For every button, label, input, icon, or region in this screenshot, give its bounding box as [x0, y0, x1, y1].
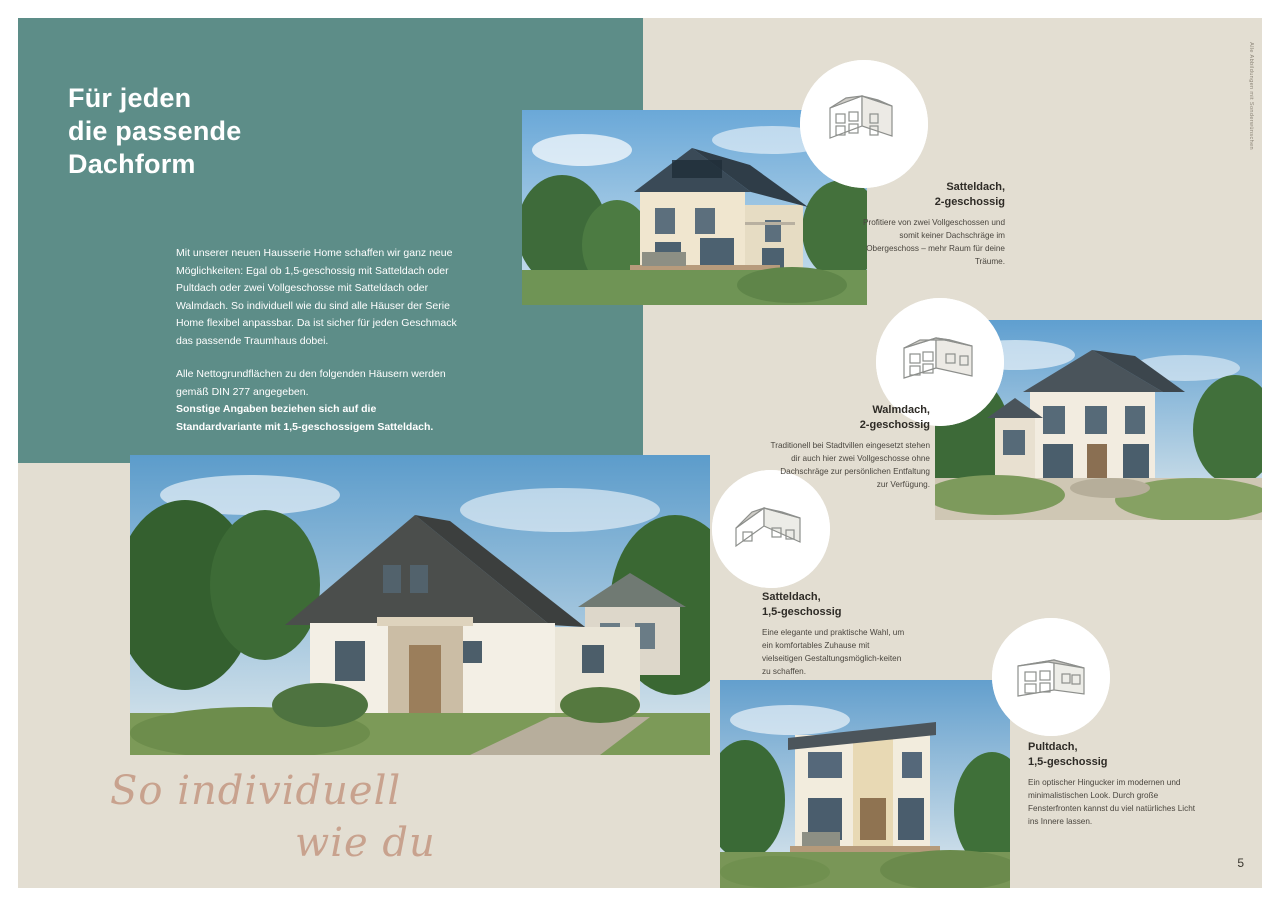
mono-pitch-roof-icon — [992, 618, 1110, 736]
variant-title — [770, 403, 930, 433]
variant-caption-satteldach-2 — [860, 180, 1005, 268]
gable-roof-2-storey-icon — [800, 60, 928, 188]
variant-title — [762, 590, 912, 620]
intro-text — [176, 245, 461, 436]
house-photo-mono-pitch — [720, 680, 1010, 888]
variant-caption-satteldach-1-5 — [762, 590, 912, 678]
variant-title-line-2: 1,5-geschossig — [762, 606, 842, 618]
variant-body: Eine elegante und praktische Wahl, um ein komfortables Zuhause mit vielseitigen Gestaltungsmöglich-keiten zu schaffen. — [762, 628, 905, 676]
intro-paragraph-2-regular: Alle Nettogrundflächen zu den folgenden Häusern werden gemäß DIN 277 angegeben. — [176, 368, 446, 398]
page-title-line-2: die passende — [68, 116, 242, 146]
variant-title — [860, 180, 1005, 210]
page-title-line-3: Dachform — [68, 149, 196, 179]
variant-body: Traditionell bei Stadtvillen eingesetzt stehen dir auch hier zwei Vollgeschosse ohne Dachschräge zur persönlichen Entfaltung zur Verfügung. — [770, 441, 930, 489]
variant-caption-pultdach-1-5 — [1028, 740, 1198, 828]
variant-title-line-1: Satteldach, — [946, 181, 1005, 193]
variant-title-line-2: 1,5-geschossig — [1028, 756, 1108, 768]
slogan-line-1: So individuell — [110, 768, 402, 814]
variant-body: Profitiere von zwei Vollgeschossen und somit keiner Dachschräge im Obergeschoss – mehr Raum für deine Träume. — [863, 218, 1005, 266]
variant-title-line-1: Pultdach, — [1028, 741, 1078, 753]
slogan — [105, 768, 525, 878]
intro-paragraph-2 — [176, 366, 461, 436]
variant-title-line-1: Walmdach, — [872, 404, 930, 416]
variant-title-line-1: Satteldach, — [762, 591, 821, 603]
slogan-line-2: wie du — [295, 820, 436, 866]
image-credit-note: Alle Abbildungen mit Sonderwünschen — [1248, 42, 1254, 150]
variant-title — [1028, 740, 1198, 770]
house-photo-gable-1-5-storey — [130, 455, 710, 755]
page-number: 5 — [1237, 856, 1244, 870]
variant-body: Ein optischer Hingucker im modernen und minimalistischen Look. Durch große Fensterfronten kannst du viel natürliches Licht ins Innere lassen. — [1028, 778, 1196, 826]
variant-caption-walmdach-2 — [770, 403, 930, 491]
intro-paragraph-2-bold: Sonstige Angaben beziehen sich auf die Standardvariante mit 1,5-geschossigem Satteldach. — [176, 403, 434, 433]
variant-title-line-2: 2-geschossig — [934, 196, 1005, 208]
page-title-line-1: Für jeden — [68, 83, 192, 113]
page-title — [68, 82, 548, 181]
intro-paragraph-1: Mit unserer neuen Hausserie Home schaffen wir ganz neue Möglichkeiten: Egal ob 1,5-geschossig mit Satteldach oder Pultdach oder zwei Vollgeschosse mit Satteldach oder Walmdach. So individuell wie du sind alle Häuser der Serie Home flexibel anpassbar. Da ist sicher für jeden Geschmack das passende Traumhaus dobei. — [176, 247, 457, 347]
variant-title-line-2: 2-geschossig — [859, 419, 930, 431]
